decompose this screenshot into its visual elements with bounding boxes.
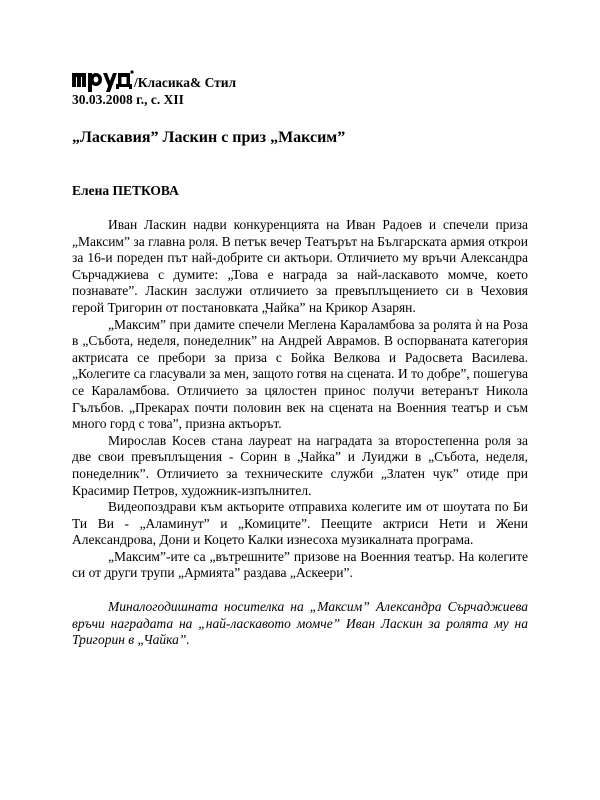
article-paragraph: Мирослав Косев стана лауреат на наградата за второстепенна роля за две свои превъплъщения - Сорин в „Чайка” и Луиджи в „Събота, неделя, понеделник”. Отличието за техническите служби „Златен чук” отиде при Красимир Петров, художник-изпълнител.: [72, 432, 528, 498]
issue-date: 30.03.2008 г., с. XII: [72, 92, 184, 107]
article-body: [72, 217, 528, 582]
trud-logo: [72, 66, 134, 92]
article-headline: „Ласкавия” Ласкин с приз „Максим”: [72, 129, 346, 146]
source-section: /Класика& Стил: [134, 75, 237, 90]
article-paragraph: Иван Ласкин надви конкуренцията на Иван Радоев и спечели приза „Максим” за главна роля. В петък вечер Театърът на Българската армия открои за 16-и пореден път най-добрите си актьори. Отличието му връчи Александра Сърчаджиева с думите: „Това е награда за най-ласкавото момче, което познавате”. Ласкин заслужи отличието за превъплъщението си в Чеховия герой Тригорин от постановката „Чайка” на Крикор Азарян.: [72, 217, 528, 315]
article-paragraph: „Максим” при дамите спечели Меглена Караламбова за ролята ѝ на Роза в „Събота, неделя, понеделник” на Андрей Аврамов. В оспорваната категория актрисата се пребори за приза с Бойка Велкова и Радосвета Василева. „Колегите са гласували за мен, защото готвя на сцената. И то добре”, пошегува се Караламбова. Отличието за цялостен принос получи ветеранът Никола Гълъбов. „Прекарах почти половин век на сцената на Военния театър и съм много горд с това”, призна актьорът.: [72, 316, 528, 432]
document-page: [72, 62, 528, 649]
source-line: [72, 62, 528, 92]
photo-caption: Миналогодишната носителка на „Максим” Александра Сърчаджиева връчи наградата на „най-ласкавото момче” Иван Ласкин за ролята му на Тригорин в „Чайка”.: [72, 599, 528, 648]
article-author: Елена ПЕТКОВА: [72, 183, 179, 198]
article-paragraph: „Максим”-ите са „вътрешните” призове на Военния театър. На колегите си от други трупи „Армията” раздава „Аскеери”.: [72, 548, 528, 581]
article-paragraph: Видеопоздрави към актьорите отправиха колегите им от шоутата по Би Ти Ви - „Аламинут” и „Комиците”. Пеещите актриси Нети и Жени Александрова, Дони и Коцето Калки изнесоха музикалната програма.: [72, 499, 528, 548]
